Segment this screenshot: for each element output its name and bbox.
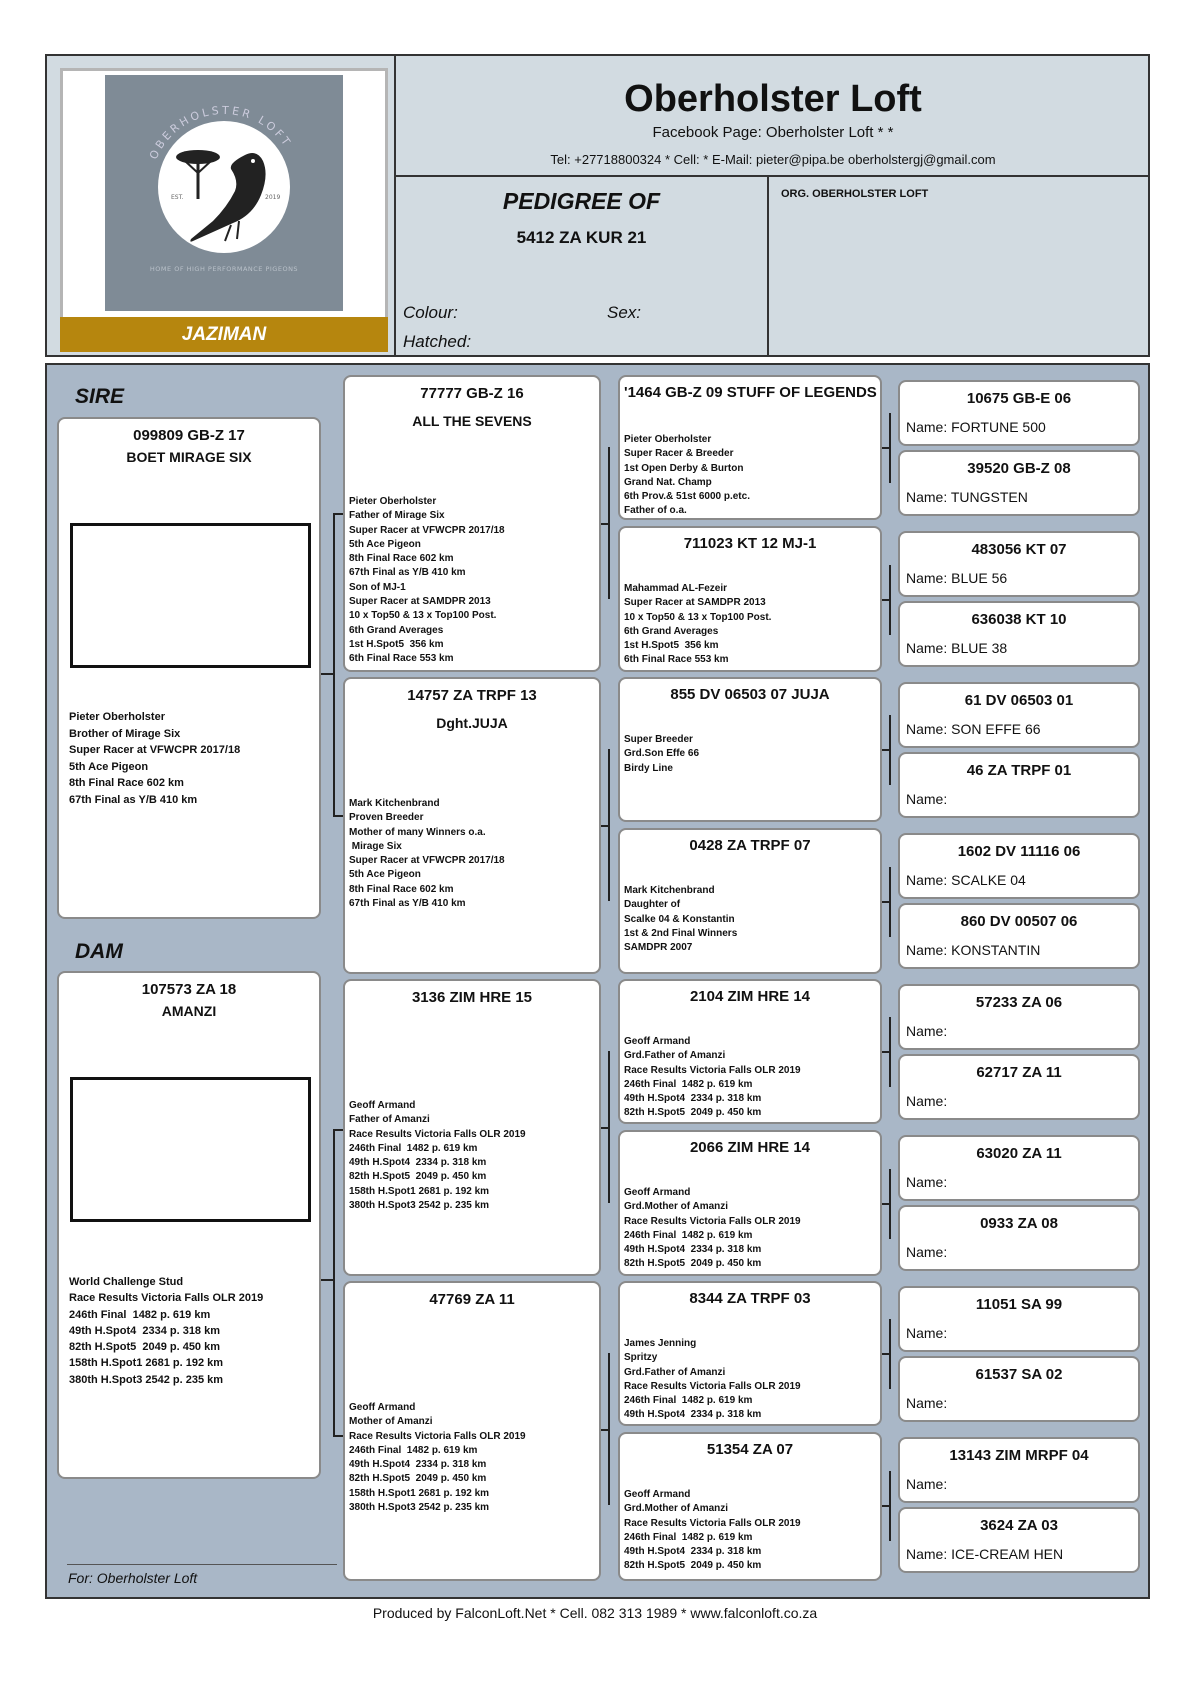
ancestor-ring: 483056 KT 07 bbox=[971, 541, 1067, 558]
logo-top-text: OBERHOLSTER LOFT bbox=[146, 103, 295, 162]
connector bbox=[608, 1051, 610, 1203]
great-grandparent-notes: Geoff Armand Grd.Father of Amanzi Race Results Victoria Falls OLR 2019 246th Final 1482 p. 619 km 49th H.Spot4 2334 p. 318 km 82th H.Spot5 2049 p. 450 km bbox=[624, 1036, 801, 1119]
facebook-line: Facebook Page: Oberholster Loft * * bbox=[652, 124, 894, 141]
ancestor-name: Name: bbox=[906, 1244, 948, 1260]
ancestor-name: Name: ICE-CREAM HEN bbox=[906, 1546, 1064, 1562]
sire-notes: Pieter Oberholster Brother of Mirage Six Super Racer at VFWCPR 2017/18 5th Ace Pigeon 8th Final Race 602 km 67th Final as Y/B 410 km bbox=[69, 711, 241, 806]
logo-panel bbox=[47, 56, 396, 355]
connector bbox=[889, 1471, 891, 1541]
org-label: ORG. OBERHOLSTER LOFT bbox=[781, 188, 929, 200]
great-grandparent-box bbox=[618, 526, 882, 672]
main-ring-number: 5412 ZA KUR 21 bbox=[516, 228, 647, 247]
ancestor-ring: 636038 KT 10 bbox=[971, 611, 1067, 628]
great-grandparent-ring: 51354 ZA 07 bbox=[706, 1441, 794, 1458]
great-grandparent-notes: Pieter Oberholster Super Racer & Breeder 1st Open Derby & Burton Grand Nat. Champ 6th Prov.& 51st 6000 p.etc. Father of o.a. bbox=[624, 434, 750, 517]
great-grandparent-box bbox=[618, 979, 882, 1124]
grandparent-box bbox=[343, 375, 601, 672]
contact-line: Tel: +27718800324 * Cell: * E-Mail: pieter@pipa.be oberholstergj@gmail.com bbox=[550, 152, 996, 167]
dam-name: AMANZI bbox=[161, 1003, 217, 1019]
great-grandparent-box bbox=[618, 1432, 882, 1581]
sire-box bbox=[57, 417, 321, 919]
pedigree-tree bbox=[45, 363, 1150, 1599]
ancestor-box bbox=[898, 531, 1140, 597]
ancestor-name: Name: BLUE 38 bbox=[906, 640, 1008, 656]
grandparent-notes: Geoff Armand Mother of Amanzi Race Results Victoria Falls OLR 2019 246th Final 1482 p. 619 km 49th H.Spot4 2334 p. 318 km 82th H.Spot5 2049 p. 450 km 158th H.Spot1 2681 p. 192 km 380th H.Spot3 2542 p. 235 km bbox=[349, 1402, 526, 1514]
hatched-label: Hatched: bbox=[403, 332, 472, 351]
grandparent-notes: Mark Kitchenbrand Proven Breeder Mother of many Winners o.a. Mirage Six Super Racer at VFWCPR 2017/18 5th Ace Pigeon 8th Final Race 602 km 67th Final as Y/B 410 km bbox=[349, 798, 505, 910]
for-divider bbox=[67, 1564, 337, 1565]
ancestor-box bbox=[898, 1437, 1140, 1503]
connector bbox=[608, 1353, 610, 1505]
grandparent-notes: Pieter Oberholster Father of Mirage Six Super Racer at VFWCPR 2017/18 5th Ace Pigeon 8th Final Race 602 km 67th Final as Y/B 410 km Son of MJ-1 Super Racer at SAMDPR 2013 10 x Top50 & 13 x Top100 Post. 6th Grand Averages 1st H.Spot5 356 km 6th Final Race 553 km bbox=[349, 496, 505, 665]
ancestor-box bbox=[898, 450, 1140, 516]
ancestor-ring: 860 DV 00507 06 bbox=[960, 913, 1078, 930]
connector bbox=[889, 1017, 891, 1087]
great-grandparent-ring: 2104 ZIM HRE 14 bbox=[689, 988, 811, 1005]
loft-logo-graphic bbox=[105, 75, 343, 311]
great-grandparent-notes: Geoff Armand Grd.Mother of Amanzi Race Results Victoria Falls OLR 2019 246th Final 1482 p. 619 km 49th H.Spot4 2334 p. 318 km 82th H.Spot5 2049 p. 450 km bbox=[624, 1489, 801, 1572]
grandparent-box bbox=[343, 1281, 601, 1581]
connector bbox=[889, 1169, 891, 1239]
pedigree-header bbox=[45, 54, 1150, 357]
ancestor-ring: 63020 ZA 11 bbox=[976, 1145, 1062, 1162]
logo-bottom-text: HOME OF HIGH PERFORMANCE PIGEONS bbox=[149, 265, 299, 273]
logo-frame bbox=[60, 68, 388, 329]
dam-box bbox=[57, 971, 321, 1479]
connector bbox=[608, 749, 610, 901]
ancestor-ring: 13143 ZIM MRPF 04 bbox=[949, 1447, 1089, 1464]
ancestor-name: Name: bbox=[906, 1325, 948, 1341]
connector bbox=[889, 413, 891, 483]
produced-by-footer: Produced by FalconLoft.Net * Cell. 082 313 1989 * www.falconloft.co.za bbox=[372, 1605, 818, 1621]
ancestor-ring: 61537 SA 02 bbox=[975, 1366, 1063, 1383]
dam-label: DAM bbox=[75, 940, 123, 963]
grandparent-ring: 3136 ZIM HRE 15 bbox=[411, 989, 533, 1006]
pedigree-of-label: PEDIGREE OF bbox=[502, 188, 661, 214]
dam-ring: 107573 ZA 18 bbox=[141, 981, 237, 998]
sex-label: Sex: bbox=[607, 303, 642, 322]
ancestor-box bbox=[898, 601, 1140, 667]
ancestor-name: Name: KONSTANTIN bbox=[906, 942, 1041, 958]
grandparent-ring: 77777 GB-Z 16 bbox=[420, 385, 524, 402]
ancestor-box bbox=[898, 833, 1140, 899]
great-grandparent-notes: James Jenning Spritzy Grd.Father of Amanzi Race Results Victoria Falls OLR 2019 246th Final 1482 p. 619 km 49th H.Spot4 2334 p. 318 km bbox=[624, 1338, 801, 1421]
colour-label: Colour: bbox=[403, 303, 458, 322]
ancestor-name: Name: bbox=[906, 1023, 948, 1039]
great-grandparent-notes: Geoff Armand Grd.Mother of Amanzi Race Results Victoria Falls OLR 2019 246th Final 1482 p. 619 km 49th H.Spot4 2334 p. 318 km 82th H.Spot5 2049 p. 450 km bbox=[624, 1187, 801, 1270]
ancestor-name: Name: bbox=[906, 1476, 948, 1492]
ancestor-box bbox=[898, 1356, 1140, 1422]
ancestor-box bbox=[898, 1507, 1140, 1573]
grandparent-name: Dght.JUJA bbox=[436, 715, 508, 731]
great-grandparent-box bbox=[618, 828, 882, 974]
great-grandparent-ring: 711023 KT 12 MJ-1 bbox=[683, 535, 817, 552]
ancestor-ring: 61 DV 06503 01 bbox=[964, 692, 1074, 709]
bird-name-bar: JAZIMAN bbox=[60, 317, 388, 352]
logo-est-text: EST. bbox=[171, 194, 184, 201]
loft-logo bbox=[105, 75, 343, 311]
ancestor-ring: 0933 ZA 08 bbox=[980, 1215, 1058, 1232]
great-grandparent-notes: Mark Kitchenbrand Daughter of Scalke 04 & Konstantin 1st & 2nd Final Winners SAMDPR 2007 bbox=[624, 885, 738, 954]
connector bbox=[333, 513, 335, 815]
ancestor-ring: 57233 ZA 06 bbox=[975, 994, 1063, 1011]
great-grandparent-box bbox=[618, 1130, 882, 1276]
ancestor-box bbox=[898, 984, 1140, 1050]
sire-photo bbox=[70, 523, 311, 668]
great-grandparent-ring: 855 DV 06503 07 JUJA bbox=[670, 686, 830, 703]
great-grandparent-notes: Super Breeder Grd.Son Effe 66 Birdy Line bbox=[624, 734, 700, 774]
ancestor-name: Name: bbox=[906, 1093, 948, 1109]
great-grandparent-notes: Mahammad AL-Fezeir Super Racer at SAMDPR 2013 10 x Top50 & 13 x Top100 Post. 6th Grand Averages 1st H.Spot5 356 km 6th Final Race 553 km bbox=[624, 583, 772, 666]
great-grandparent-box bbox=[618, 677, 882, 822]
ancestor-name: Name: BLUE 56 bbox=[906, 570, 1008, 586]
ancestor-name: Name: bbox=[906, 1395, 948, 1411]
dam-photo bbox=[70, 1077, 311, 1222]
sire-name: BOET MIRAGE SIX bbox=[126, 449, 252, 465]
connector bbox=[889, 1319, 891, 1389]
loft-title: Oberholster Loft bbox=[624, 78, 922, 120]
ancestor-box bbox=[898, 682, 1140, 748]
ancestor-ring: 46 ZA TRPF 01 bbox=[966, 762, 1072, 779]
great-grandparent-ring: '1464 GB-Z 09 STUFF OF LEGENDS bbox=[624, 384, 877, 401]
ancestor-box bbox=[898, 1135, 1140, 1201]
ancestor-box bbox=[898, 903, 1140, 969]
great-grandparent-ring: 2066 ZIM HRE 14 bbox=[689, 1139, 811, 1156]
great-grandparent-box bbox=[618, 375, 882, 520]
grandparent-name: ALL THE SEVENS bbox=[412, 413, 532, 429]
ancestor-box bbox=[898, 1205, 1140, 1271]
great-grandparent-ring: 0428 ZA TRPF 07 bbox=[689, 837, 811, 854]
ancestor-box bbox=[898, 1286, 1140, 1352]
ancestor-box bbox=[898, 380, 1140, 446]
dam-notes: World Challenge Stud Race Results Victoria Falls OLR 2019 246th Final 1482 p. 619 km 49th H.Spot4 2334 p. 318 km 82th H.Spot5 2049 p. 450 km 158th H.Spot1 2681 p. 192 km 380th H.Spot3 2542 p. 235 km bbox=[69, 1276, 264, 1386]
ancestor-ring: 62717 ZA 11 bbox=[976, 1064, 1062, 1081]
great-grandparent-ring: 8344 ZA TRPF 03 bbox=[689, 1290, 811, 1307]
connector bbox=[321, 1279, 333, 1281]
ancestor-box bbox=[898, 1054, 1140, 1120]
ancestor-name: Name: SON EFFE 66 bbox=[906, 721, 1041, 737]
header-divider bbox=[396, 175, 1150, 177]
ancestor-name: Name: bbox=[906, 791, 948, 807]
ancestor-ring: 1602 DV 11116 06 bbox=[957, 843, 1081, 860]
grandparent-ring: 14757 ZA TRPF 13 bbox=[407, 687, 537, 704]
ancestor-name: Name: FORTUNE 500 bbox=[906, 419, 1046, 435]
ancestor-ring: 3624 ZA 03 bbox=[980, 1517, 1058, 1534]
great-grandparent-box bbox=[618, 1281, 882, 1426]
for-label: For: Oberholster Loft bbox=[68, 1570, 198, 1586]
connector bbox=[333, 1129, 335, 1435]
header-vertical-divider bbox=[767, 175, 769, 355]
sire-label: SIRE bbox=[75, 385, 125, 408]
connector bbox=[321, 673, 333, 675]
ancestor-ring: 11051 SA 99 bbox=[975, 1296, 1063, 1313]
ancestor-name: Name: bbox=[906, 1174, 948, 1190]
grandparent-notes: Geoff Armand Father of Amanzi Race Results Victoria Falls OLR 2019 246th Final 1482 p. 619 km 49th H.Spot4 2334 p. 318 km 82th H.Spot5 2049 p. 450 km 158th H.Spot1 2681 p. 192 km 380th H.Spot3 2542 p. 235 km bbox=[349, 1100, 526, 1212]
connector bbox=[608, 447, 610, 599]
grandparent-box bbox=[343, 677, 601, 974]
ancestor-ring: 39520 GB-Z 08 bbox=[967, 460, 1071, 477]
logo-year-text: 2019 bbox=[265, 194, 281, 201]
ancestor-name: Name: SCALKE 04 bbox=[906, 872, 1026, 888]
connector bbox=[889, 565, 891, 635]
connector bbox=[889, 715, 891, 785]
ancestor-name: Name: TUNGSTEN bbox=[906, 489, 1028, 505]
sire-ring: 099809 GB-Z 17 bbox=[133, 427, 245, 444]
connector bbox=[889, 867, 891, 937]
grandparent-ring: 47769 ZA 11 bbox=[429, 1291, 515, 1308]
grandparent-box bbox=[343, 979, 601, 1276]
ancestor-box bbox=[898, 752, 1140, 818]
ancestor-ring: 10675 GB-E 06 bbox=[966, 390, 1072, 407]
